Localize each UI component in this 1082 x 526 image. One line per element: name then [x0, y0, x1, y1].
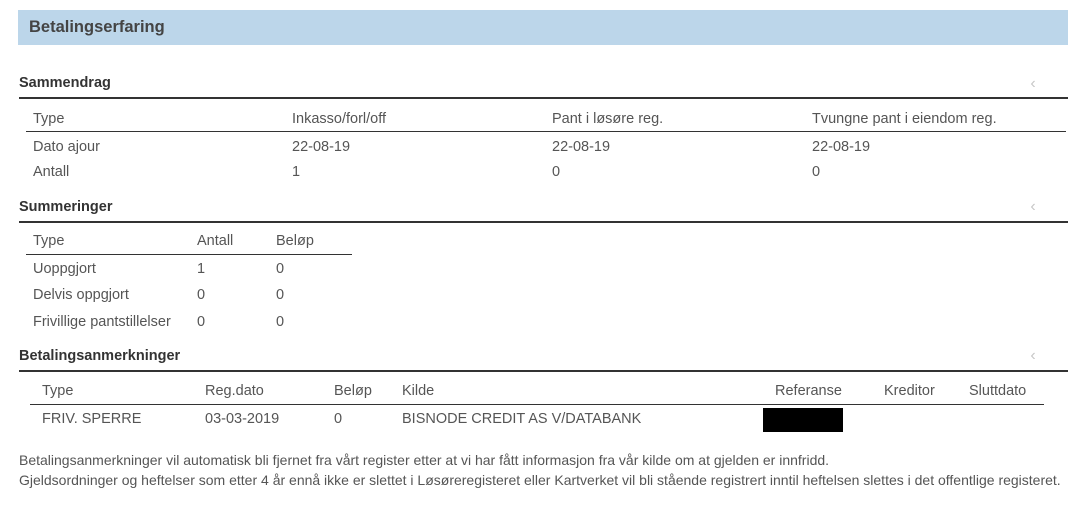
row-label: Dato ajour: [33, 139, 100, 155]
row-label: Frivillige pantstillelser: [33, 314, 171, 330]
chevron-left-icon[interactable]: ‹: [1030, 198, 1036, 215]
cell-kilde: BISNODE CREDIT AS V/DATABANK: [402, 411, 642, 427]
section-divider: [19, 370, 1068, 372]
chevron-left-icon[interactable]: ‹: [1030, 75, 1036, 92]
cell-value: 0: [276, 261, 285, 277]
footnote-line-2: Gjeldsordninger og heftelser som etter 4 år ennå ikke er slettet i Løsøreregisteret eller Kartverket vil bli stående registrert inntil heftelsen slettes i det offentlige registeret.: [19, 472, 1061, 488]
page-title: Betalingserfaring: [18, 10, 1068, 45]
cell-value: 0: [197, 287, 206, 303]
redacted-reference: [763, 408, 843, 432]
cell-reg-dato: 03-03-2019: [205, 411, 280, 427]
cell-belop: 0: [334, 411, 343, 427]
section-divider: [19, 221, 1068, 223]
column-header-pant-losore: Pant i løsøre reg.: [552, 111, 664, 127]
column-header-belop: Beløp: [276, 233, 314, 249]
row-label: Uoppgjort: [33, 261, 96, 277]
cell-value: 22-08-19: [812, 139, 871, 155]
cell-value: 0: [276, 314, 285, 330]
cell-type: FRIV. SPERRE: [42, 411, 142, 427]
column-header-reg-dato: Reg.dato: [205, 383, 264, 399]
column-header-antall: Antall: [197, 233, 234, 249]
column-header-inkasso: Inkasso/forl/off: [292, 111, 387, 127]
cell-value: 22-08-19: [552, 139, 611, 155]
column-header-type: Type: [33, 111, 65, 127]
column-header-sluttdato: Sluttdato: [969, 383, 1027, 399]
column-header-belop: Beløp: [334, 383, 372, 399]
column-header-type: Type: [33, 233, 65, 249]
section-title-summeringer: Summeringer: [19, 199, 113, 215]
column-header-tvungne-pant: Tvungne pant i eiendom reg.: [812, 111, 997, 127]
column-header-kilde: Kilde: [402, 383, 435, 399]
cell-value: 22-08-19: [292, 139, 351, 155]
chevron-left-icon[interactable]: ‹: [1030, 347, 1036, 364]
header-underline: [30, 404, 1044, 405]
cell-value: 0: [197, 314, 206, 330]
row-label: Delvis oppgjort: [33, 287, 129, 303]
column-header-kreditor: Kreditor: [884, 383, 935, 399]
header-underline: [26, 131, 1066, 132]
row-label: Antall: [33, 164, 70, 180]
cell-value: 0: [812, 164, 821, 180]
section-divider: [19, 97, 1068, 99]
cell-value: 1: [197, 261, 206, 277]
header-underline: [26, 254, 352, 255]
footnote-line-1: Betalingsanmerkninger vil automatisk bli fjernet fra vårt register etter at vi har fått informasjon fra vår kilde om at gjelden er innfridd.: [19, 452, 830, 468]
cell-value: 0: [276, 287, 285, 303]
column-header-type: Type: [42, 383, 74, 399]
cell-value: 1: [292, 164, 301, 180]
column-header-referanse: Referanse: [775, 383, 842, 399]
cell-value: 0: [552, 164, 561, 180]
section-title-betalingsanmerkninger: Betalingsanmerkninger: [19, 348, 181, 364]
section-title-sammendrag: Sammendrag: [19, 75, 111, 91]
